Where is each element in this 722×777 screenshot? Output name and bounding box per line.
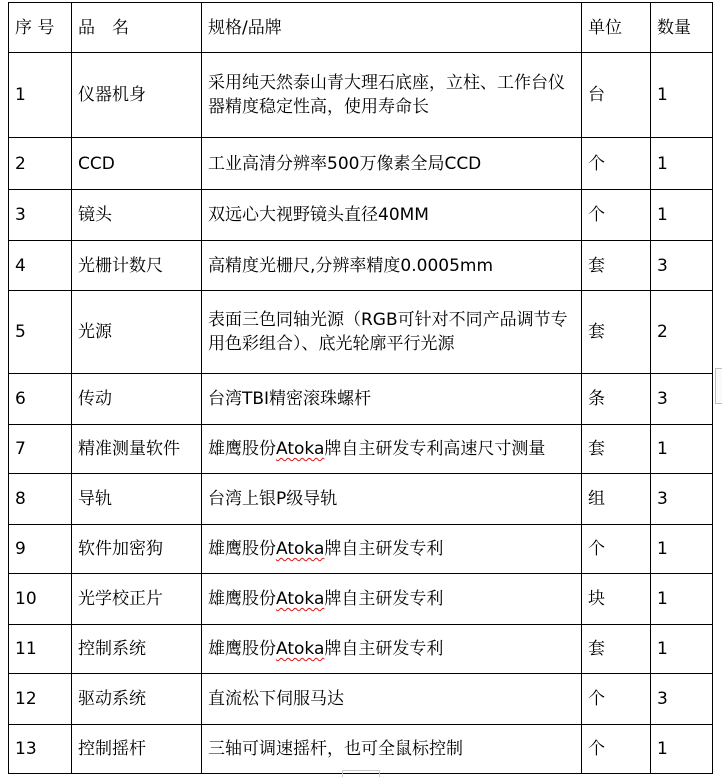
table-row: [9, 474, 713, 525]
cell-name: 光源: [72, 291, 202, 374]
cell-unit: 条: [582, 374, 651, 425]
cell-unit: 组: [582, 474, 651, 525]
cell-qty: 1: [651, 425, 713, 474]
cell-qty: 1: [651, 574, 713, 625]
cell-no: 3: [9, 190, 72, 241]
header-qty: 数量: [651, 3, 713, 53]
table-row: [9, 625, 713, 674]
spec-text: 雄鹰股份: [208, 439, 276, 459]
cell-unit: 个: [582, 525, 651, 574]
brand-name: Atoka: [276, 439, 325, 459]
cell-unit: 套: [582, 425, 651, 474]
cell-no: 7: [9, 425, 72, 474]
cell-qty: 3: [651, 474, 713, 525]
cell-spec: 表面三色同轴光源（RGB可针对不同产品调节专用色彩组合）、底光轮廓平行光源: [202, 291, 582, 374]
table-header-row: [9, 3, 713, 53]
cell-name: 导轨: [72, 474, 202, 525]
cell-unit: 个: [582, 190, 651, 241]
header-no: 序 号: [9, 3, 72, 53]
table-row: [9, 525, 713, 574]
cell-no: 8: [9, 474, 72, 525]
spec-text: 雄鹰股份: [208, 539, 276, 559]
cell-name: 精准测量软件: [72, 425, 202, 474]
brand-name: Atoka: [276, 589, 325, 609]
cell-name: 光学校正片: [72, 574, 202, 625]
cell-no: 12: [9, 674, 72, 725]
cell-name: 光栅计数尺: [72, 241, 202, 291]
cell-qty: 1: [651, 625, 713, 674]
cell-no: 10: [9, 574, 72, 625]
cell-spec: 工业高清分辨率500万像素全局CCD: [202, 138, 582, 190]
cell-spec: 台湾上银P级导轨: [202, 474, 582, 525]
cell-name: 镜头: [72, 190, 202, 241]
cell-no: 6: [9, 374, 72, 425]
cell-qty: 3: [651, 241, 713, 291]
cell-unit: 套: [582, 625, 651, 674]
cell-spec: 高精度光栅尺,分辨率精度0.0005mm: [202, 241, 582, 291]
spec-text: 牌自主研发专利: [324, 539, 444, 559]
page-edge-marker: [715, 368, 722, 404]
table-row: [9, 374, 713, 425]
cell-qty: 2: [651, 291, 713, 374]
spec-text: 雄鹰股份: [208, 639, 276, 659]
cell-unit: 个: [582, 725, 651, 774]
table-row: [9, 241, 713, 291]
table-row: [9, 53, 713, 138]
cell-name: 仪器机身: [72, 53, 202, 138]
cell-qty: 1: [651, 138, 713, 190]
table-row: [9, 291, 713, 374]
cell-no: 5: [9, 291, 72, 374]
brand-name: Atoka: [276, 639, 325, 659]
cell-unit: 台: [582, 53, 651, 138]
spec-text: 牌自主研发专利高速尺寸测量: [324, 439, 546, 459]
cell-name: 驱动系统: [72, 674, 202, 725]
cell-no: 2: [9, 138, 72, 190]
spec-text: 牌自主研发专利: [324, 589, 444, 609]
cell-spec: [202, 425, 582, 474]
cell-name: 控制摇杆: [72, 725, 202, 774]
cell-name: 软件加密狗: [72, 525, 202, 574]
cell-qty: 1: [651, 525, 713, 574]
header-spec: 规格/品牌: [202, 3, 582, 53]
cell-spec: 三轴可调速摇杆，也可全鼠标控制: [202, 725, 582, 774]
table-row: [9, 674, 713, 725]
cell-name: 传动: [72, 374, 202, 425]
cell-spec: 双远心大视野镜头直径40MM: [202, 190, 582, 241]
header-name: 品 名: [72, 3, 202, 53]
cell-no: 11: [9, 625, 72, 674]
cell-qty: 1: [651, 53, 713, 138]
table-row: [9, 425, 713, 474]
brand-name: Atoka: [276, 539, 325, 559]
cell-unit: 个: [582, 674, 651, 725]
table-row: [9, 725, 713, 774]
cell-unit: 套: [582, 291, 651, 374]
cell-spec: [202, 625, 582, 674]
cell-unit: 块: [582, 574, 651, 625]
cell-spec: [202, 525, 582, 574]
cell-spec: 采用纯天然泰山青大理石底座，立柱、工作台仪器精度稳定性高，使用寿命长: [202, 53, 582, 138]
cell-no: 13: [9, 725, 72, 774]
cell-no: 9: [9, 525, 72, 574]
table-row: [9, 138, 713, 190]
table-row: [9, 190, 713, 241]
cell-spec: 直流松下伺服马达: [202, 674, 582, 725]
spec-text: 雄鹰股份: [208, 589, 276, 609]
cell-name: 控制系统: [72, 625, 202, 674]
header-unit: 单位: [582, 3, 651, 53]
cell-unit: 个: [582, 138, 651, 190]
spec-table: [8, 2, 713, 774]
table-row: [9, 574, 713, 625]
cell-qty: 1: [651, 190, 713, 241]
cell-spec: 台湾TBI精密滚珠螺杆: [202, 374, 582, 425]
cell-qty: 3: [651, 674, 713, 725]
cell-no: 4: [9, 241, 72, 291]
cell-no: 1: [9, 53, 72, 138]
cell-spec: [202, 574, 582, 625]
cell-name: CCD: [72, 138, 202, 190]
cell-unit: 套: [582, 241, 651, 291]
cell-qty: 1: [651, 725, 713, 774]
spec-text: 牌自主研发专利: [324, 639, 444, 659]
cell-qty: 3: [651, 374, 713, 425]
